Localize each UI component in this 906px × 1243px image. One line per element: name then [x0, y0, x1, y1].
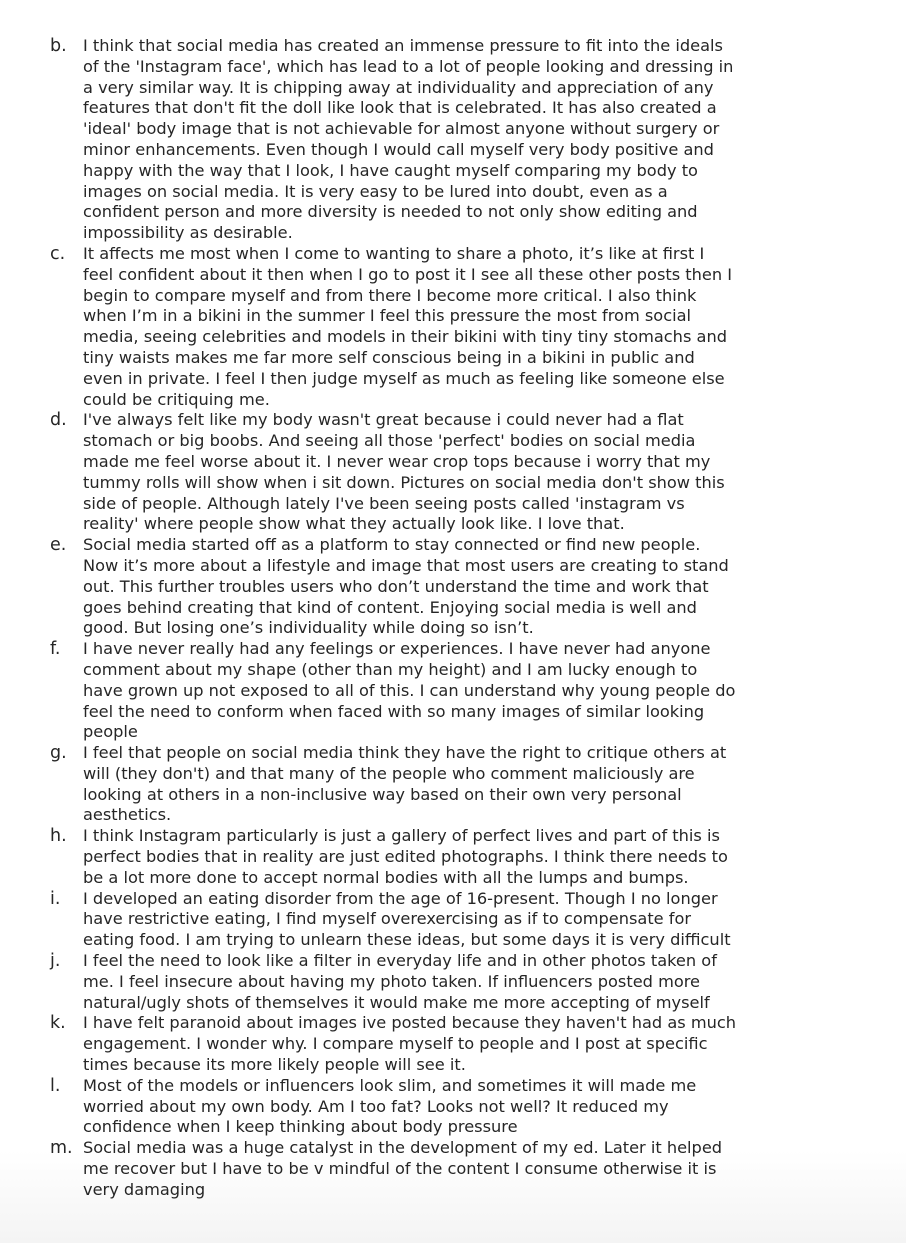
text-line: Social media was a huge catalyst in the development of my ed. Later it helped: [83, 1138, 723, 1158]
text-line: I have never really had any feelings or experiences. I have never had anyone: [83, 639, 711, 659]
text-line: me. I feel insecure about having my photo taken. If influencers posted more: [83, 971, 701, 991]
text-line: could be critiquing me.: [83, 389, 270, 409]
text-line: will (they don't) and that many of the people who comment maliciously are: [83, 763, 695, 783]
response-item: [50, 889, 870, 951]
text-line: confidence when I keep thinking about body pressure: [83, 1117, 518, 1137]
text-line: worried about my own body. Am I too fat? Looks not well? It reduced my: [83, 1096, 669, 1116]
response-text: [83, 244, 870, 410]
response-item: [50, 244, 870, 410]
text-line: when I’m in a bikini in the summer I feel this pressure the most from social: [83, 306, 692, 326]
text-line: It affects me most when I come to wanting to share a photo, it’s like at first I: [83, 243, 705, 263]
text-line: media, seeing celebrities and models in their bikini with tiny tiny stomachs and: [83, 327, 727, 347]
list-marker: g.: [50, 743, 67, 764]
text-line: feel the need to conform when faced with so many images of similar looking: [83, 701, 705, 721]
response-item: [50, 951, 870, 1013]
text-line: 'ideal' body image that is not achievable for almost anyone without surgery or: [83, 119, 720, 139]
text-line: out. This further troubles users who don’t understand the time and work that: [83, 576, 709, 596]
response-text: [83, 826, 870, 888]
text-line: I developed an eating disorder from the age of 16-present. Though I no longer: [83, 888, 718, 908]
text-line: comment about my shape (other than my height) and I am lucky enough to: [83, 659, 698, 679]
text-line: very damaging: [83, 1179, 206, 1199]
text-line: times because its more likely people will see it.: [83, 1055, 466, 1075]
text-line: perfect bodies that in reality are just edited photographs. I think there needs to: [83, 847, 728, 867]
response-item: [50, 826, 870, 888]
text-line: people: [83, 722, 138, 742]
response-item: [50, 1013, 870, 1075]
text-line: I think Instagram particularly is just a gallery of perfect lives and part of this is: [83, 826, 720, 846]
text-line: tummy rolls will show when i sit down. Pictures on social media don't show this: [83, 472, 725, 492]
text-line: eating food. I am trying to unlearn these ideas, but some days it is very difficult: [83, 930, 731, 950]
response-item: [50, 743, 870, 826]
response-text: [83, 1013, 870, 1075]
list-marker: j.: [50, 951, 61, 972]
list-marker: e.: [50, 535, 67, 556]
response-text: [83, 1138, 870, 1200]
text-line: Social media started off as a platform to stay connected or find new people.: [83, 535, 701, 555]
response-item: [50, 535, 870, 639]
text-line: be a lot more done to accept normal bodies with all the lumps and bumps.: [83, 867, 689, 887]
list-marker: l.: [50, 1075, 61, 1096]
response-item: [50, 1076, 870, 1138]
text-line: engagement. I wonder why. I compare myself to people and I post at specific: [83, 1034, 708, 1054]
text-line: stomach or big boobs. And seeing all those 'perfect' bodies on social media: [83, 431, 696, 451]
text-line: goes behind creating that kind of content. Enjoying social media is well and: [83, 597, 697, 617]
text-line: images on social media. It is very easy to be lured into doubt, even as a: [83, 181, 668, 201]
text-line: good. But losing one’s individuality while doing so isn’t.: [83, 618, 534, 638]
response-item: [50, 639, 870, 743]
response-item: [50, 410, 870, 535]
text-line: looking at others in a non-inclusive way based on their own very personal: [83, 784, 682, 804]
response-list: [50, 36, 870, 1201]
response-text: [83, 535, 870, 639]
text-line: feel confident about it then when I go to post it I see all these other posts then I: [83, 264, 733, 284]
text-line: a very similar way. It is chipping away at individuality and appreciation of any: [83, 77, 714, 97]
text-line: I feel that people on social media think they have the right to critique others at: [83, 743, 727, 763]
response-text: [83, 743, 870, 826]
text-line: I have felt paranoid about images ive posted because they haven't had as much: [83, 1013, 737, 1033]
text-line: I feel the need to look like a filter in everyday life and in other photos taken of: [83, 951, 717, 971]
list-marker: m.: [50, 1138, 73, 1159]
response-text: [83, 1076, 870, 1138]
text-line: I think that social media has created an immense pressure to fit into the ideals: [83, 36, 723, 55]
list-marker: b.: [50, 36, 67, 56]
text-line: Now it’s more about a lifestyle and image that most users are creating to stand: [83, 555, 729, 575]
text-line: have grown up not exposed to all of this. I can understand why young people do: [83, 680, 736, 700]
text-line: Most of the models or influencers look slim, and sometimes it will made me: [83, 1075, 697, 1095]
text-line: natural/ugly shots of themselves it would make me more accepting of myself: [83, 992, 710, 1012]
response-text: [83, 889, 870, 951]
list-marker: h.: [50, 826, 67, 847]
list-marker: f.: [50, 639, 61, 660]
text-line: have restrictive eating, I find myself overexercising as if to compensate for: [83, 909, 692, 929]
text-line: me recover but I have to be v mindful of the content I consume otherwise it is: [83, 1159, 717, 1179]
text-line: made me feel worse about it. I never wear crop tops because i worry that my: [83, 451, 711, 471]
text-line: happy with the way that I look, I have caught myself comparing my body to: [83, 160, 698, 180]
text-line: tiny waists makes me far more self conscious being in a bikini in public and: [83, 347, 695, 367]
list-marker: c.: [50, 243, 66, 264]
text-line: begin to compare myself and from there I become more critical. I also think: [83, 285, 697, 305]
response-text: [83, 639, 870, 743]
response-item: [50, 1138, 870, 1200]
text-line: even in private. I feel I then judge myself as much as feeling like someone else: [83, 368, 725, 388]
text-line: side of people. Although lately I've been seeing posts called 'instagram vs: [83, 493, 685, 513]
response-text: [83, 36, 870, 244]
list-marker: i.: [50, 888, 61, 909]
list-marker: d.: [50, 410, 67, 431]
list-marker: k.: [50, 1013, 66, 1034]
text-line: minor enhancements. Even though I would call myself very body positive and: [83, 139, 714, 159]
text-line: impossibility as desirable.: [83, 223, 293, 243]
response-text: [83, 951, 870, 1013]
text-line: I've always felt like my body wasn't great because i could never had a flat: [83, 410, 684, 430]
text-line: reality' where people show what they actually look like. I love that.: [83, 514, 625, 534]
text-line: confident person and more diversity is needed to not only show editing and: [83, 202, 698, 222]
text-line: of the 'Instagram face', which has lead to a lot of people looking and dressing in: [83, 56, 734, 76]
text-line: aesthetics.: [83, 805, 172, 825]
text-line: features that don't fit the doll like look that is celebrated. It has also created a: [83, 98, 717, 118]
response-text: [83, 410, 870, 535]
response-item: [50, 36, 870, 244]
